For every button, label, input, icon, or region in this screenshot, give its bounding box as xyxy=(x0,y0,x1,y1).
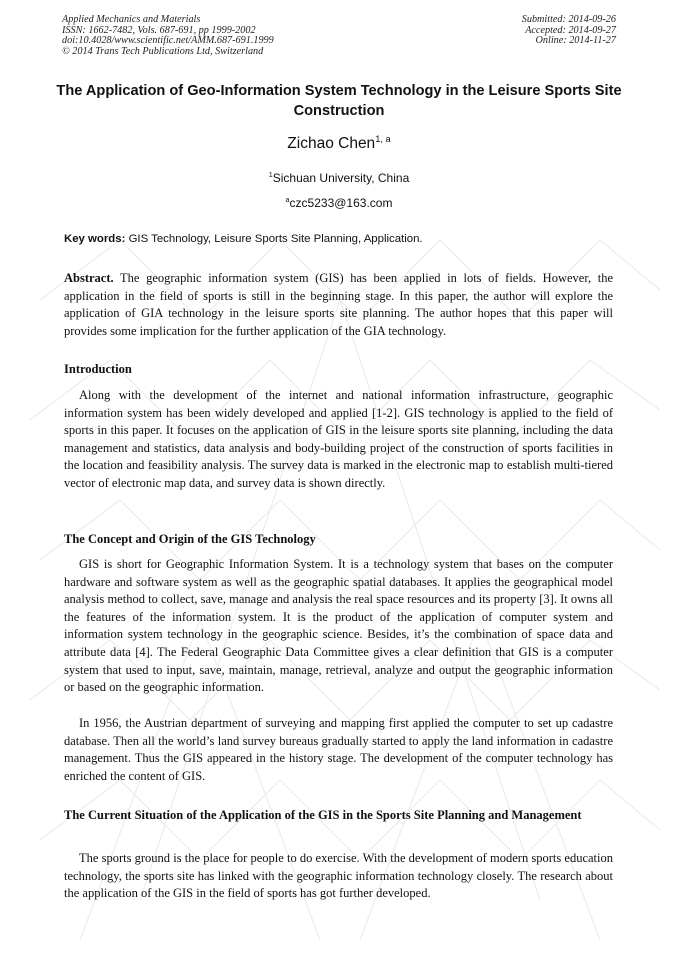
keywords-label: Key words: xyxy=(64,233,126,245)
concept-paragraph-1: GIS is short for Geographic Information System. It is a technology system that bases on the computer hardware and software system as well as the geographic spatial databases. It applies the geographical model analysis method to collect, save, manage and analysis the real space resources and its property [3]. It owns all the features of the information system. It is the product of the application of computer system and information system technology in the geographic science. Besides, it’s the combination of space data and attribute data [4]. The Federal Geographic Data Committee gives a clear definition that GIS is a computer system that used to input, save, maintain, manage, retrieval, analyze and output the geographic information or based on the geographic information. xyxy=(64,557,613,695)
affiliation-text: Sichuan University, China xyxy=(272,171,410,185)
email-text: czc5233@163.com xyxy=(289,196,393,210)
online-date: Online: 2014-11-27 xyxy=(535,35,616,47)
abstract xyxy=(64,270,613,340)
section-heading-introduction: Introduction xyxy=(64,362,132,376)
journal-header xyxy=(62,15,274,57)
author-name: Zichao Chen xyxy=(287,135,376,153)
abstract-label: Abstract. xyxy=(64,271,114,285)
keywords xyxy=(64,233,616,245)
current-situation-paragraph: The sports ground is the place for people to do exercise. With the development of modern sports education technology, the sports site has linked with the geographic information technology closely. The research about the application of the GIS in the field of sports has got further developed. xyxy=(64,851,613,901)
copyright-line: © 2014 Trans Tech Publications Ltd, Switzerland xyxy=(62,45,264,57)
author xyxy=(0,134,678,153)
section-heading-concept: The Concept and Origin of the GIS Technology xyxy=(64,532,316,546)
submitted-date: Submitted: 2014-09-26 xyxy=(521,14,616,25)
keywords-text: GIS Technology, Leisure Sports Site Planning, Application. xyxy=(125,233,423,245)
affiliation-mark: 1 xyxy=(268,170,273,179)
journal-name: Applied Mechanics and Materials xyxy=(62,14,201,25)
introduction-paragraph: Along with the development of the internet and national information infrastructure, geographic information system has been widely developed and applied [1-2]. GIS technology is applied to the field of sports in this paper. It focuses on the application of GIS in the leisure sports site planning, including the data management and statistics, data analysis and body-building project of the construction of sports facilities in the location and feasibility analysis. The survey data is marked in the electronic map to establish multi-tiered vector of electronic map data, and survey data is shown directly. xyxy=(64,388,613,490)
doi-line: doi:10.4028/www.scientific.net/AMM.687-691.1999 xyxy=(62,35,274,47)
affiliation xyxy=(0,170,678,185)
paper-title: The Application of Geo-Information System Technology in the Leisure Sports Site Construction xyxy=(56,83,622,119)
section-heading-current-situation: The Current Situation of the Application of the GIS in the Sports Site Planning and Management xyxy=(64,808,582,822)
author-email xyxy=(0,195,678,210)
submission-dates xyxy=(522,15,616,47)
abstract-text: The geographic information system (GIS) has been applied in lots of fields. However, the application in the field of sports is still in the beginning stage. In this paper, the author will explore the application of GIA technology in the leisure sports site planning. The author hopes that this paper will provides some implication for the further application of the GIA technology. xyxy=(64,271,613,338)
issn-line: ISSN: 1662-7482, Vols. 687-691, pp 1999-2002 xyxy=(62,24,256,36)
accepted-date: Accepted: 2014-09-27 xyxy=(525,24,616,36)
author-affiliation-mark: 1, a xyxy=(375,134,391,144)
concept-paragraph-2: In 1956, the Austrian department of surveying and mapping first applied the computer to set up cadastre database. Then all the world’s land survey bureaus gradually started to apply the land information in cadastre management. Thus the GIS appeared in the history stage. The development of the computer technology has enriched the content of GIS. xyxy=(64,716,613,783)
email-mark: a xyxy=(285,195,290,204)
